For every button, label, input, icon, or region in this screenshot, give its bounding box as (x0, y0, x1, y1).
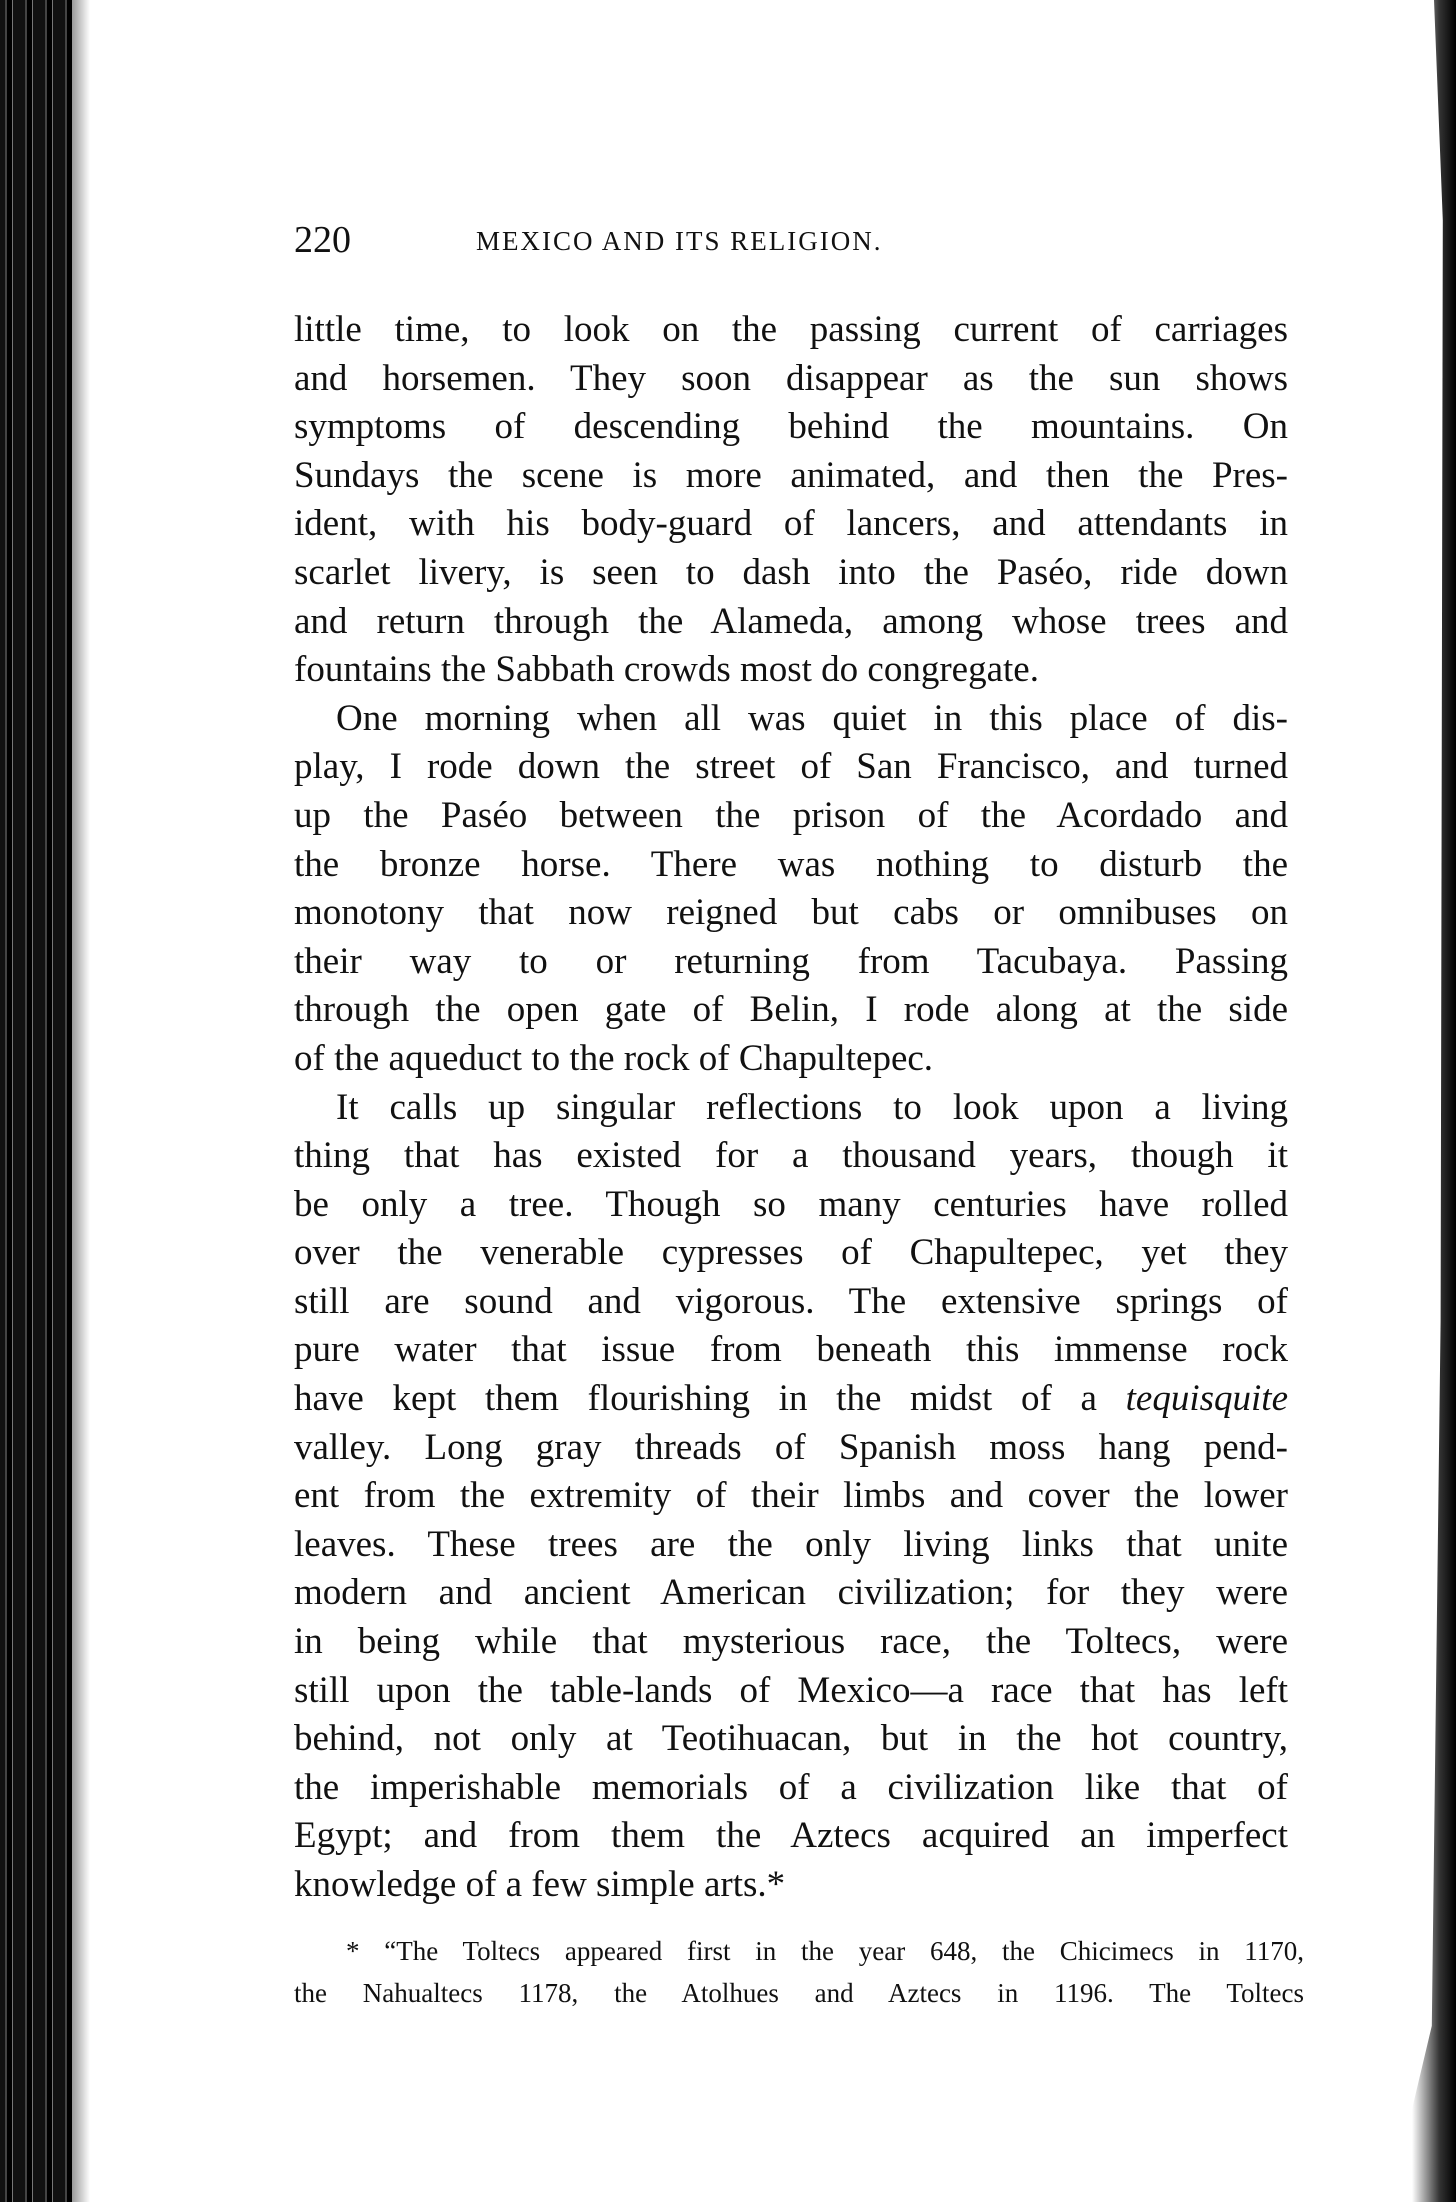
text-line-content: It calls up singular reflections to look upon a living (336, 1086, 1288, 1128)
text-line (294, 1424, 1288, 1473)
text-line (294, 1084, 1288, 1133)
text-line (294, 986, 1288, 1035)
text-line-content: and return through the Alameda, among whose trees and (294, 600, 1288, 642)
text-line-content: knowledge of a few simple arts.* (294, 1864, 786, 1905)
text-line (294, 841, 1288, 890)
running-title: MEXICO AND ITS RELIGION. (476, 226, 883, 256)
text-line (294, 1181, 1288, 1230)
italic-word: tequisquite (1125, 1378, 1289, 1420)
binding-shadow (72, 0, 90, 2202)
text-line (294, 646, 1288, 695)
text-line (294, 743, 1288, 792)
text-line (294, 1812, 1288, 1861)
text-line-content: the bronze horse. There was nothing to disturb the (294, 843, 1288, 885)
text-line (294, 1715, 1288, 1764)
text-line-content: fountains the Sabbath crowds most do congregate. (294, 649, 1039, 691)
text-line-content: One morning when all was quiet in this place of dis- (336, 697, 1288, 739)
text-line (294, 500, 1288, 549)
text-line-content: still are sound and vigorous. The extensive springs of (294, 1280, 1288, 1322)
text-line (294, 1861, 1288, 1910)
text-line-content: modern and ancient American civilization; for they were (294, 1572, 1288, 1614)
text-line-content: little time, to look on the passing current of carriages (294, 309, 1288, 350)
text-line-content: over the venerable cypresses of Chapultepec, yet they (294, 1232, 1288, 1274)
text-line (294, 452, 1288, 501)
text-line-content: Sundays the scene is more animated, and then the Pres- (294, 454, 1288, 496)
text-line (294, 1326, 1288, 1375)
text-line-content: of the aqueduct to the rock of Chapultepec. (294, 1037, 934, 1079)
page-header (294, 218, 1094, 268)
text-line (294, 792, 1288, 841)
text-line (294, 1667, 1288, 1716)
text-line-content: ent from the extremity of their limbs and cover the lower (294, 1475, 1288, 1517)
text-line-content: leaves. These trees are the only living links that unite (294, 1523, 1288, 1565)
text-line (294, 938, 1288, 987)
text-line (294, 403, 1288, 452)
text-line (294, 598, 1288, 647)
footnote-line: * “The Toltecs appeared first in the year 648, the Chicimecs in 1170, (346, 1936, 1304, 1966)
text-line (294, 889, 1288, 938)
text-line-content: still upon the table-lands of Mexico—a race that has left (294, 1669, 1288, 1711)
footnote (294, 1930, 1304, 2014)
text-line-content: through the open gate of Belin, I rode along at the side (294, 989, 1288, 1031)
paragraph (294, 695, 1288, 1084)
text-line-content: pure water that issue from beneath this immense rock (294, 1329, 1288, 1371)
text-line-content: behind, not only at Teotihuacan, but in the hot country, (294, 1718, 1288, 1760)
text-line-content: and horsemen. They soon disappear as the sun shows (294, 357, 1288, 399)
page-number: 220 (294, 219, 351, 261)
text-line-content: up the Paséo between the prison of the Acordado and (294, 794, 1288, 836)
page-edge-shadow (1346, 0, 1456, 2202)
text-line (294, 1472, 1288, 1521)
text-line (294, 1035, 1288, 1084)
text-line-content: ident, with his body-guard of lancers, and attendants in (294, 503, 1288, 545)
text-line-content: in being while that mysterious race, the Toltecs, were (294, 1621, 1288, 1663)
text-line-content: their way to or returning from Tacubaya. Passing (294, 940, 1288, 982)
footnote-line: the Nahualtecs 1178, the Atolhues and Aztecs in 1196. The Toltecs (294, 1978, 1304, 2008)
text-line (294, 1618, 1288, 1667)
text-line (294, 695, 1288, 744)
text-line (294, 1521, 1288, 1570)
paragraph (294, 1084, 1288, 1910)
body-text (294, 306, 1288, 1910)
text-line-content: have kept them flourishing in the midst of a (294, 1378, 1097, 1420)
text-line (294, 1229, 1288, 1278)
text-line (294, 1764, 1288, 1813)
text-line-content: play, I rode down the street of San Francisco, and turned (294, 746, 1288, 788)
text-line (294, 1278, 1288, 1327)
paragraph (294, 306, 1288, 695)
text-line-content: symptoms of descending behind the mountains. On (294, 406, 1288, 448)
text-line (294, 306, 1288, 355)
text-line-content: the imperishable memorials of a civilization like that of (294, 1766, 1288, 1808)
text-line (294, 1569, 1288, 1618)
text-line (294, 549, 1288, 598)
text-line-content: be only a tree. Though so many centuries have rolled (294, 1183, 1288, 1225)
text-line (294, 355, 1288, 404)
text-line (294, 1375, 1288, 1424)
book-binding-edge (0, 0, 72, 2202)
text-line (294, 1132, 1288, 1181)
text-line-content: valley. Long gray threads of Spanish moss hang pend- (294, 1426, 1288, 1468)
text-line-content: Egypt; and from them the Aztecs acquired an imperfect (294, 1815, 1288, 1857)
text-line-content: monotony that now reigned but cabs or omnibuses on (294, 892, 1288, 934)
text-line-content: thing that has existed for a thousand years, though it (294, 1135, 1288, 1177)
text-line-content: scarlet livery, is seen to dash into the Paséo, ride down (294, 551, 1288, 593)
